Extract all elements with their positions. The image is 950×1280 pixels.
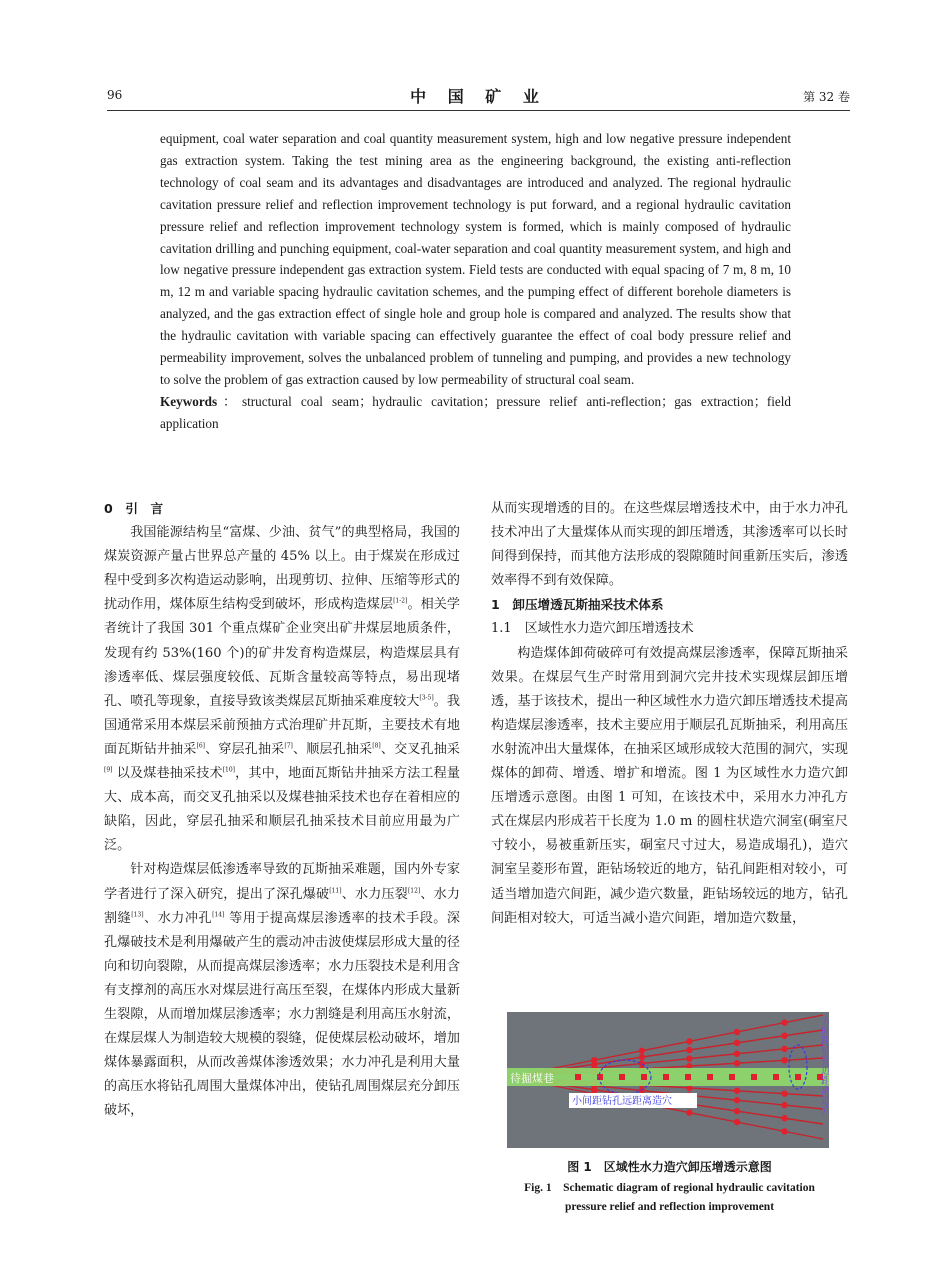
english-abstract bbox=[160, 128, 791, 435]
left-column bbox=[104, 497, 460, 1123]
section-1-heading: 1 卸压增透瓦斯抽采技术体系 bbox=[491, 597, 664, 613]
tunnel-cavity-marker bbox=[795, 1074, 801, 1080]
page-header bbox=[107, 84, 850, 111]
keywords-text: ：structural coal seam；hydraulic cavitation；pressure relief anti-reflection；gas extraction；field application bbox=[160, 393, 791, 431]
cavity-dot bbox=[781, 1057, 787, 1063]
tunnel-cavity-marker bbox=[641, 1074, 647, 1080]
keywords-line bbox=[160, 391, 791, 435]
cavity-dot bbox=[781, 1019, 787, 1025]
reference-14: [14] bbox=[212, 911, 225, 919]
cavity-dot bbox=[734, 1040, 740, 1046]
cavity-dot bbox=[734, 1097, 740, 1103]
cavity-dot bbox=[781, 1046, 787, 1052]
page-number: 96 bbox=[107, 88, 123, 102]
cavity-dot bbox=[734, 1088, 740, 1094]
cavity-dot bbox=[734, 1051, 740, 1057]
large-spacing-label: 大间距钻孔近距离造穴 bbox=[818, 1015, 829, 1115]
reference-7: [7] bbox=[284, 742, 293, 750]
figure-1-caption-en-line-2: pressure relief and reflection improvement bbox=[564, 1201, 775, 1213]
tunnel-cavity-marker bbox=[597, 1074, 603, 1080]
cavity-dot bbox=[686, 1038, 692, 1044]
tunnel-label: 待掘煤巷 bbox=[510, 1072, 554, 1085]
cavity-dot bbox=[734, 1060, 740, 1066]
reference-9: [9] bbox=[104, 766, 113, 774]
intro-paragraph-1: 我国能源结构呈“富煤、少油、贫气”的典型格局，我国的煤炭资源产量占世界总产量的 45% 以上。由于煤炭在形成过程中受到多次构造运动影响，出现剪切、拉伸、压缩等形式的扰动作用，煤体原生结构受到破坏，形成构造煤层[1-2]。相关学者统计了我国 301 个重点煤矿企业突出矿井煤层地质条件，发现有约 53%(160 个)的矿井发育构造煤层，构造煤层具有渗透率低、煤层强度较低、瓦斯含量较高等特点，易出现堵孔、喷孔等现象，直接导致该类煤层瓦斯抽采难度较大[3-5]。我国通常采用本煤层采前预抽方式治理矿井瓦斯，主要技术有地面瓦斯钻井抽采[6]、穿层孔抽采[7]、顺层孔抽采[8]、交叉孔抽采[9] 以及煤巷抽采技术[10]，其中，地面瓦斯钻井抽采方法工程量大、成本高，而交叉孔抽采以及煤巷抽采技术也存在着相应的缺陷，因此，穿层孔抽采和顺层孔抽采技术目前应用最为广泛。 bbox=[104, 525, 461, 854]
tunnel-cavity-marker bbox=[751, 1074, 757, 1080]
cavity-dot bbox=[781, 1033, 787, 1039]
cavity-dot bbox=[781, 1128, 787, 1134]
right-column bbox=[491, 497, 848, 931]
reference-10: [10] bbox=[222, 766, 236, 774]
reference-6: [6] bbox=[196, 742, 205, 750]
intro-paragraph-2: 针对构造煤层低渗透率导致的瓦斯抽采难题，国内外专家学者进行了深入研究，提出了深孔爆破[11]、水力压裂[12]、水力割缝[13]、水力冲孔[14] 等用于提高煤层渗透率的技术手段。深孔爆破技术是利用爆破产生的震动冲击波使煤层形成大量的径向和切向裂隙，从而提高煤层渗透率；水力压裂技术是利用含有支撑剂的高压水对煤层进行高压至裂，在煤体内形成大量新生裂隙，从而增加煤层渗透率；水力割缝是利用高压水射流，在煤层煤人为制造较大规模的裂缝，促使煤层松动破坏，增加煤体暴露面积，从而改善煤体渗透效果；水力冲孔是利用大量的高压水将钻孔周围大量煤体冲出，使钻孔周围煤层充分卸压破坏， bbox=[104, 862, 461, 1119]
cavity-dot bbox=[686, 1055, 692, 1061]
tunnel-cavity-marker bbox=[729, 1074, 735, 1080]
tunnel-cavity-marker bbox=[663, 1074, 669, 1080]
cavity-dot bbox=[781, 1115, 787, 1121]
cavity-dot bbox=[781, 1102, 787, 1108]
abstract-body: equipment, coal water separation and coal quantity measurement system, high and low negative pressure independent gas extraction system. Taking the test mining area as the engineering background, the existing anti-reflection technology of coal seam and its advantages and disadvantages are introduced and analyzed. The regional hydraulic cavitation pressure relief and reflection improvement technology is put forward, and a regional hydraulic cavitation pressure relief and reflection improvement technology system is formed, which is mainly composed of hydraulic cavitation drilling and punching equipment, coal-water separation and coal quantity measurement system, and high and low negative pressure independent gas extraction system. Field tests are conducted with equal spacing of 7 m, 8 m, 10 m, 12 m and variable spacing hydraulic cavitation schemes, and the pumping effect of different borehole diameters is analyzed, and the gas extraction effect of single hole and group hole is compared and analyzed. The results show that the hydraulic cavitation with variable spacing can effectively guarantee the effect of coal body pressure relief and permeability improvement, solves the unbalanced problem of tunneling and pumping, and provides a new technology to solve the problem of gas extraction caused by low permeability of structural coal seam. bbox=[160, 131, 791, 387]
reference-13: [13] bbox=[131, 911, 144, 919]
cavity-dot bbox=[686, 1109, 692, 1115]
cavity-dot bbox=[639, 1054, 645, 1060]
reference-8: [8] bbox=[372, 742, 381, 750]
volume-label: 第 32 卷 bbox=[803, 90, 850, 104]
cavity-dot bbox=[639, 1048, 645, 1054]
cavity-dot bbox=[734, 1119, 740, 1125]
reference-1-2: [1-2] bbox=[393, 598, 408, 606]
figure-1-caption-en-line-1: Fig. 1 Schematic diagram of regional hydraulic cavitation bbox=[524, 1182, 815, 1194]
keywords-label: Keywords bbox=[160, 393, 218, 409]
section-0-heading: 0 引 言 bbox=[104, 501, 164, 516]
tunnel-cavity-marker bbox=[773, 1074, 779, 1080]
section-1-1-heading: 1.1 区域性水力造穴卸压增透技术 bbox=[491, 621, 694, 637]
figure-1-diagram bbox=[507, 1012, 829, 1148]
reference-11: [11] bbox=[329, 887, 342, 895]
journal-title: 中 国 矿 业 bbox=[410, 87, 547, 106]
figure-1-caption-cn: 图 1 区域性水力造穴卸压增透示意图 bbox=[567, 1160, 772, 1174]
tunnel-cavity-marker bbox=[619, 1074, 625, 1080]
tunnel-cavity-marker bbox=[685, 1074, 691, 1080]
intro-paragraph-2-continued: 从而实现增透的目的。在这些煤层增透技术中，由于水力冲孔技术冲出了大量煤体从而实现的卸压增透，其渗透率可以长时间得到保持，而其他方法形成的裂隙随时间重新压实后，渗透效率得不到有效保障。 bbox=[491, 501, 848, 589]
tunnel-cavity-marker bbox=[575, 1074, 581, 1080]
tunnel-cavity-marker bbox=[707, 1074, 713, 1080]
cavity-dot bbox=[734, 1108, 740, 1114]
reference-12: [12] bbox=[407, 887, 421, 895]
small-spacing-label: 小间距钻孔远距离造穴 bbox=[572, 1096, 672, 1107]
section-1-1-paragraph: 构造煤体卸荷破碎可有效提高煤层渗透率，保障瓦斯抽采效果。在煤层气生产时常用到洞穴完井技术实现煤层卸压增透，基于该技术，提出一种区域性水力造穴卸压增透技术提高构造煤层渗透率，技术主要应用于顺层孔瓦斯抽采，利用高压水射流冲出大量煤体，在抽采区域形成较大范围的洞穴，实现煤体的卸荷、增透、增扩和增流。图 1 为区域性水力造穴卸压增透示意图。由图 1 可知，在该技术中，采用水力冲孔方式在煤层内形成若干长度为 1.0 m 的圆柱状造穴洞室(硐室尺寸较小，易被重新压实，硐室尺寸过大，易造成塌孔)，造穴洞室呈菱形布置，距钻场较近的地方，钻孔间距相对较小，可适当增加造穴间距，减少造穴数量，距钻场较远的地方，钻孔间距相对较大，可适当减小造穴间距，增加造穴数量， bbox=[491, 645, 848, 926]
cavity-dot bbox=[686, 1047, 692, 1053]
reference-3-5: [3-5] bbox=[419, 694, 434, 702]
cavity-dot bbox=[734, 1029, 740, 1035]
figure-1-caption-en bbox=[491, 1179, 848, 1217]
cavity-dot bbox=[781, 1090, 787, 1096]
